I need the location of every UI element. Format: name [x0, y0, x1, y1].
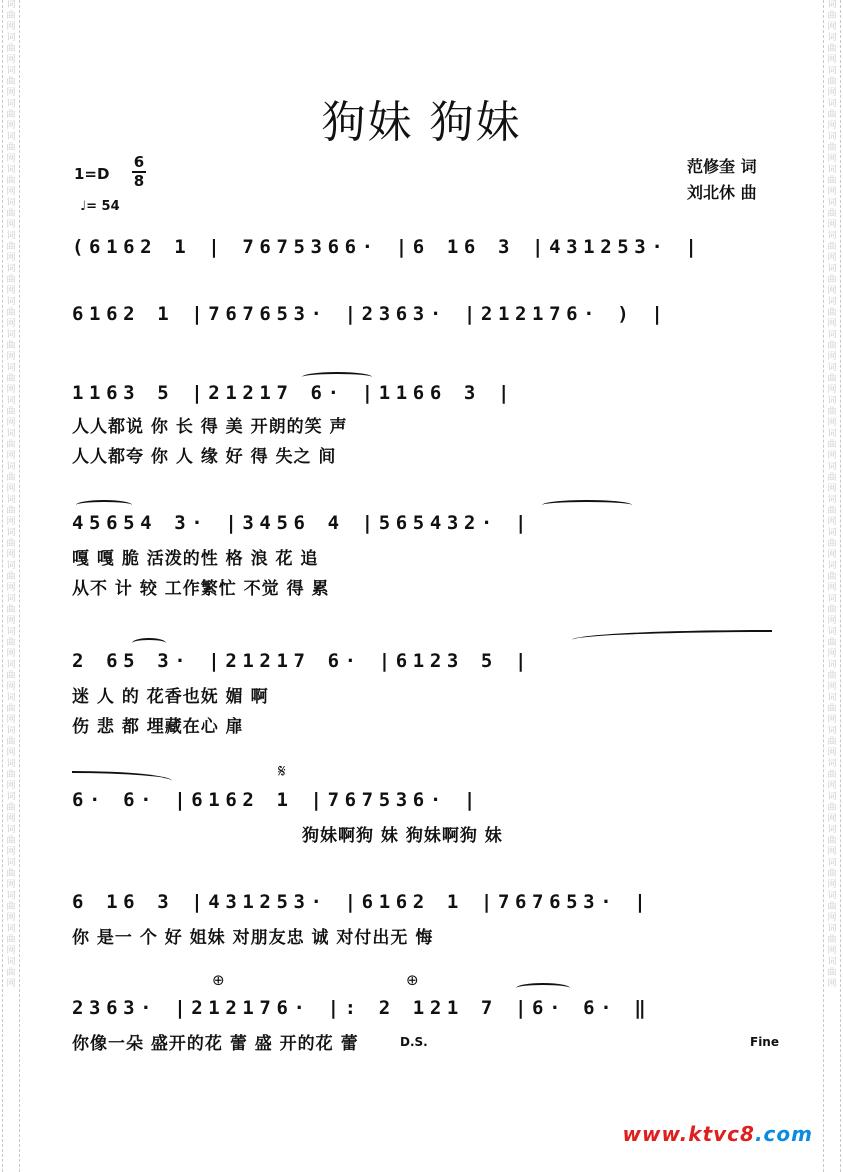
lyrics-verse-2: 从不 计 较 工作繁忙 不觉 得 累 — [72, 579, 330, 599]
score-row-4 — [72, 512, 774, 599]
notation-line: 2363· |212176· |: 2 121 7 |6· 6· ‖ — [72, 997, 652, 1019]
slur — [516, 983, 570, 993]
site-logo-suffix: .com — [754, 1122, 813, 1146]
fine-marking: Fine — [750, 1035, 779, 1049]
lyrics-verse-1: 你像一朵 盛开的花 蕾 盛 开的花 蕾 — [72, 1034, 359, 1054]
lyricist-credit: 范修奎 词 — [687, 157, 757, 176]
composer-credit: 刘北休 曲 — [687, 183, 757, 202]
key-signature: 1=D — [74, 165, 110, 183]
score-row-3 — [72, 382, 774, 467]
notation-line: 1163 5 |21217 6· |1166 3 | — [72, 382, 516, 404]
notation-line: 45654 3· |3456 4 |565432· | — [72, 512, 533, 534]
score-row-1 — [72, 236, 774, 280]
time-signature — [132, 155, 146, 189]
lyrics-verse-1: 狗妹啊狗 妹 狗妹啊狗 妹 — [302, 826, 503, 846]
tempo-marking: ♩= 54 — [80, 199, 120, 214]
notation-line: 2 65 3· |21217 6· |6123 5 | — [72, 650, 533, 672]
ds-marking: D.S. — [400, 1035, 428, 1049]
slur — [302, 372, 372, 382]
notation-line: 6 16 3 |431253· |6162 1 |767653· | — [72, 891, 652, 913]
site-logo-prefix: www.ktvc8 — [622, 1122, 755, 1146]
lyrics-verse-1: 人人都说 你 长 得 美 开朗的笑 声 — [72, 417, 348, 437]
score-row-2 — [72, 303, 774, 347]
lyrics-verse-2: 人人都夸 你 人 缘 好 得 失之 间 — [72, 447, 337, 467]
slur — [76, 500, 132, 510]
score-row-7 — [72, 891, 774, 948]
watermark-strip-left: 词曲网词曲网词曲网词曲网词曲网词曲网词曲网词曲网词曲网词曲网词曲网词曲网词曲网词曲网词曲网词曲网词曲网词曲网词曲网词曲网词曲网词曲网词曲网词曲网词曲网词曲网词曲网词曲网词曲网词曲网 — [2, 0, 20, 1172]
score-row-6 — [72, 761, 774, 846]
score-row-8 — [72, 971, 779, 1054]
watermark-strip-right: 词曲网词曲网词曲网词曲网词曲网词曲网词曲网词曲网词曲网词曲网词曲网词曲网词曲网词曲网词曲网词曲网词曲网词曲网词曲网词曲网词曲网词曲网词曲网词曲网词曲网词曲网词曲网词曲网词曲网词曲网 — [823, 0, 841, 1172]
credits — [687, 154, 757, 206]
score-row-5 — [72, 650, 774, 737]
lyrics-verse-2: 伤 悲 都 埋藏在心 扉 — [72, 717, 244, 737]
tie — [572, 630, 772, 640]
lyrics-verse-1: 嘎 嘎 脆 活泼的性 格 浪 花 追 — [72, 549, 319, 569]
site-logo[interactable] — [623, 1122, 813, 1146]
tie — [72, 771, 172, 781]
slur — [542, 500, 632, 510]
slur — [132, 638, 166, 648]
song-title: 狗妹 狗妹 — [321, 97, 522, 148]
notation-line: (6162 1 | 7675366· |6 16 3 |431253· | — [72, 236, 703, 258]
notation-line: 6162 1 |767653· |2363· |212176· ) | — [72, 303, 669, 325]
notation-line: 6· 6· |6162 1 |767536· | — [72, 789, 481, 811]
time-signature-bottom: 8 — [133, 172, 145, 190]
coda-sign-2: ⊕ — [406, 971, 419, 989]
lyrics-verse-1: 你 是一 个 好 姐妹 对朋友忠 诚 对付出无 悔 — [72, 928, 434, 948]
time-signature-top: 6 — [133, 153, 145, 171]
lyrics-verse-1: 迷 人 的 花香也妩 媚 啊 — [72, 687, 269, 707]
segno-sign: 𝄋 — [278, 761, 286, 782]
coda-sign-1: ⊕ — [212, 971, 225, 989]
